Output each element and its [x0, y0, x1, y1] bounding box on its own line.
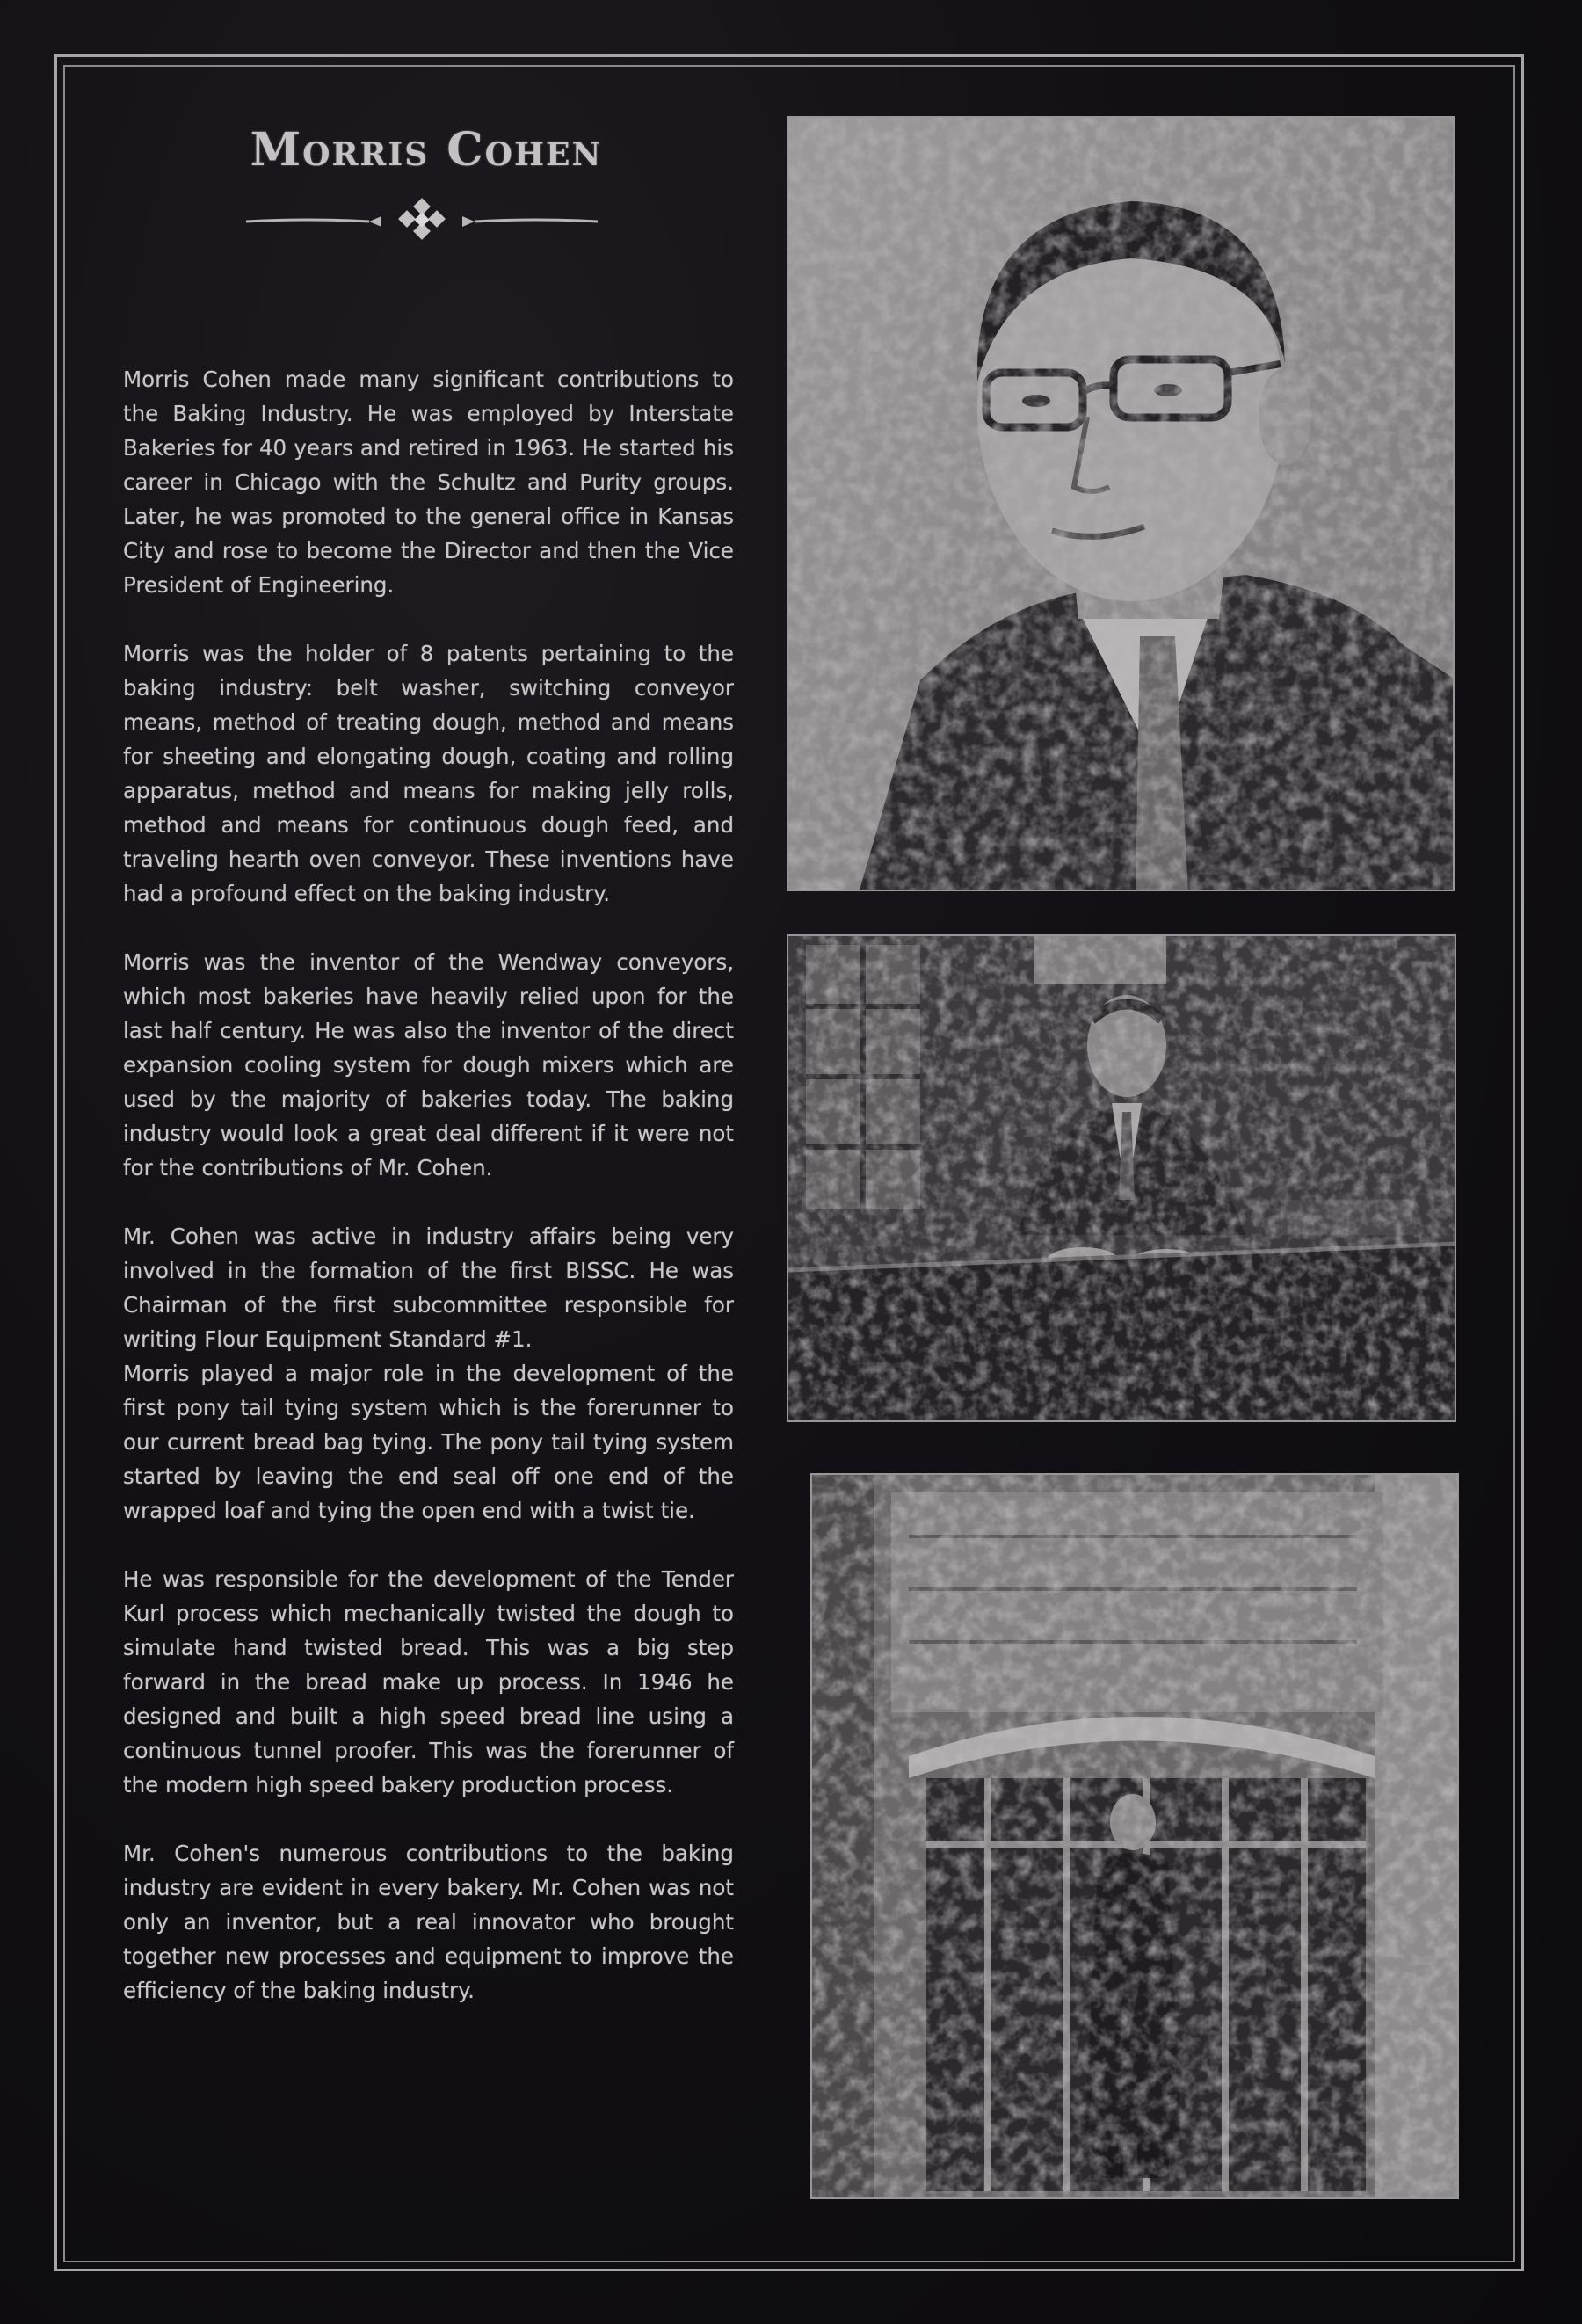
- bio-paragraph: Morris played a major role in the development of the first pony tail tying system which is the forerunner to our current bread bag tying. The pony tail tying system started by leaving the end seal off one end of the wrapped loaf and tying the open end with a twist tie.: [123, 1361, 734, 1523]
- bio-paragraph: Mr. Cohen was active in industry affairs being very involved in the formation of the first BISSC. He was Chairman of the first subcommittee responsible for writing Flour Equipment Standard #1.: [123, 1224, 734, 1352]
- plaque-title: Morris Cohen: [250, 123, 603, 177]
- bio-paragraph: Mr. Cohen's numerous contributions to the baking industry are evident in every bakery. Mr. Cohen was not only an inventor, but a real innovator who brought together new processes and equipment to improve the efficiency of the baking industry.: [123, 1841, 734, 2003]
- bio-paragraph: Morris was the inventor of the Wendway conveyors, which most bakeries have heavily relied upon for the last half century. He was also the inventor of the direct expansion cooling system for dough mixers which are used by the majority of bakeries today. The baking industry would look a great deal different if it were not for the contributions of Mr. Cohen.: [123, 949, 734, 1180]
- portrait-photo: [787, 116, 1455, 891]
- flourish-ornament: [237, 195, 606, 248]
- bio-paragraph: Morris was the holder of 8 patents pertaining to the baking industry: belt washer, switching conveyor means, method of treating dough, method and means for sheeting and elongating dough, coating and rolling apparatus, method and means for making jelly rolls, method and means for continuous dough feed, and traveling hearth oven conveyor. These inventions have had a profound effect on the baking industry.: [123, 641, 734, 906]
- bakery-entrance-photo: [810, 1473, 1459, 2199]
- desk-photo: [787, 934, 1456, 1422]
- bio-paragraph: He was responsible for the development of the Tender Kurl process which mechanically twisted the dough to simulate hand twisted bread. This was a big step forward in the bread make up process. In 1946 he designed and built a high speed bread line using a continuous tunnel proofer. This was the forerunner of the modern high speed bakery production process.: [123, 1566, 734, 1797]
- biography-text: [123, 362, 734, 2042]
- bio-paragraph: Morris Cohen made many significant contributions to the Baking Industry. He was employed by Interstate Bakeries for 40 years and retired in 1963. He started his career in Chicago with the Schultz and Purity groups. Later, he was promoted to the general office in Kansas City and rose to become the Director and then the Vice President of Engineering.: [123, 367, 734, 598]
